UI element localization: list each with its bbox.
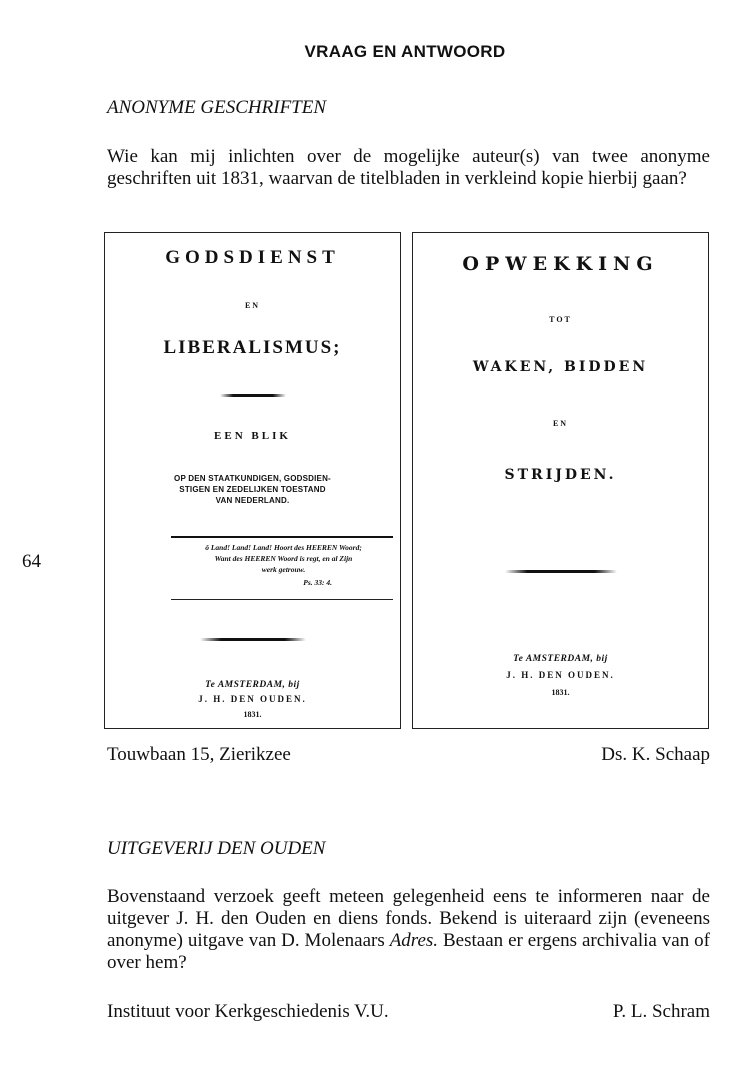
section-paragraph-1: Wie kan mij inlichten over de mogelijke auteur(s) van twee anonyme geschriften uit 1831, waarvan de titelbladen in verkleind kopie hierbij gaan? — [107, 146, 710, 189]
tp2-title: OPWEKKING — [462, 253, 659, 275]
paragraph-2-text-b: Bestaan er ergens archivalia van of over hem? — [107, 930, 710, 973]
tp1-imprint-3: 1831. — [243, 710, 262, 719]
tp2-imprint-2: J. H. DEN OUDEN. — [506, 670, 615, 680]
tp2-tot: TOT — [549, 315, 572, 324]
tp1-title: GODSDIENST — [165, 247, 340, 268]
tp1-ornament-rule-1 — [220, 394, 286, 397]
tp1-subtitle-1: OP DEN STAATKUNDIGEN, GODSDIEN- — [174, 474, 331, 483]
signature-schaap: Ds. K. Schaap — [601, 744, 710, 765]
tp1-subject: LIBERALISMUS; — [163, 337, 342, 358]
tp2-line3: STRIJDEN. — [504, 467, 617, 483]
tp1-quote-3: werk getrouw. — [261, 565, 306, 574]
address-line: Touwbaan 15, Zierikzee — [107, 744, 291, 765]
paragraph-2-text-a: Bovenstaand verzoek geeft meteen gelegenheid eens te informeren naar de uitgever J. H. den Ouden en diens fonds. Bekend is uiteraard zijn (eveneens anonyme) uitgave van D. Molenaars — [107, 886, 710, 951]
tp2-imprint-1: Te AMSTERDAM, bij — [513, 654, 608, 664]
tp1-subtitle-2: STIGEN EN ZEDELIJKEN TOESTAND — [179, 485, 326, 494]
tp1-en: EN — [244, 301, 261, 310]
title-page-opwekking — [412, 232, 709, 729]
paragraph-2-italic-title: Adres. — [389, 930, 439, 951]
page-header: VRAAG EN ANTWOORD — [304, 42, 506, 61]
tp1-quote-1: ô Land! Land! Land! Hoort des HEEREN Woord; — [205, 543, 362, 552]
tp1-imprint-1: Te AMSTERDAM, bij — [205, 680, 300, 690]
tp1-subtitle-3: VAN NEDERLAND. — [215, 496, 290, 505]
signature-row-1 — [107, 744, 710, 766]
section-title-anonyme-geschriften: ANONYME GESCHRIFTEN — [107, 97, 327, 118]
tp1-imprint-2: J. H. DEN OUDEN. — [198, 694, 307, 704]
title-page-godsdienst — [104, 232, 401, 729]
tp1-quote-2: Want des HEEREN Woord is regt, en al Zijn — [214, 554, 353, 563]
institution-line: Instituut voor Kerkgeschiedenis V.U. — [107, 1001, 389, 1022]
tp2-imprint-3: 1831. — [551, 688, 570, 697]
tp1-een-blik: EEN BLIK — [214, 430, 291, 442]
signature-schram: P. L. Schram — [612, 1001, 710, 1022]
section-title-uitgeverij: UITGEVERIJ DEN OUDEN — [107, 838, 326, 859]
tp1-quote-ref: Ps. 33: 4. — [303, 578, 332, 587]
signature-row-2 — [107, 1001, 710, 1023]
tp1-quote-rule-top — [171, 536, 393, 538]
tp1-quote-rule-bottom — [171, 599, 393, 600]
section-paragraph-2 — [107, 886, 710, 974]
tp2-ornament-rule — [505, 570, 617, 573]
tp2-line2: WAKEN, BIDDEN — [472, 359, 649, 375]
page-number: 64 — [22, 551, 41, 572]
tp2-en: EN — [552, 419, 569, 428]
tp1-ornament-rule-2 — [200, 638, 306, 641]
